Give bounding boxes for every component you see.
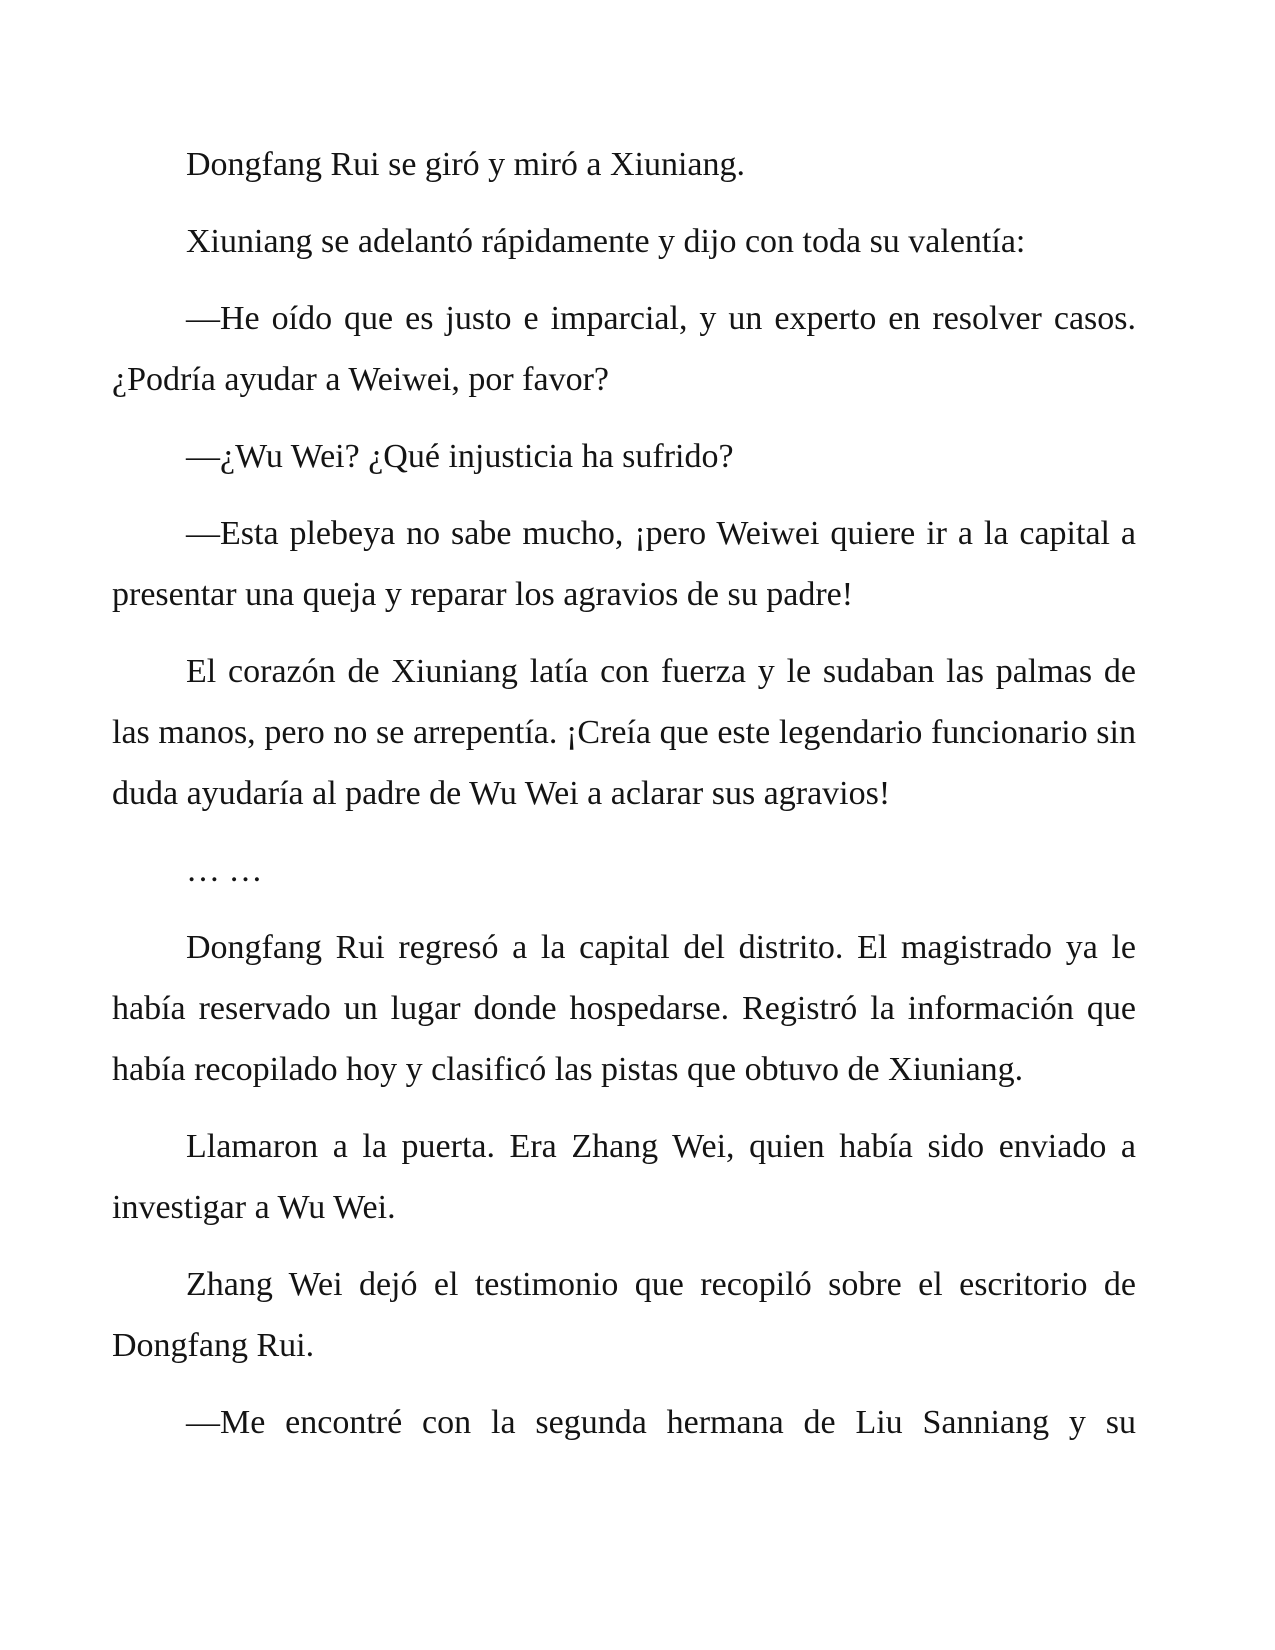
paragraph-6: El corazón de Xiuniang latía con fuerza y le sudaban las palmas de las manos, pero no se arrepentía. ¡Creía que este legendario funcionario sin duda ayudaría al padre de Wu Wei a aclarar sus agravios! — [112, 653, 1136, 812]
paragraph-5: —Esta plebeya no sabe mucho, ¡pero Weiwei quiere ir a la capital a presentar una queja y reparar los agravios de su padre! — [112, 515, 1136, 613]
paragraph-10: —Me encontré con la segunda hermana de Liu Sanniang y su — [186, 1404, 1136, 1441]
paragraph-3: —He oído que es justo e imparcial, y un experto en resolver casos. ¿Podría ayudar a Weiwei, por favor? — [112, 300, 1136, 398]
paragraph-7: Dongfang Rui regresó a la capital del distrito. El magistrado ya le había reservado un lugar donde hospedarse. Registró la información que había recopilado hoy y clasificó las pistas que obtuvo de Xiuniang. — [112, 929, 1136, 1088]
paragraph-8: Llamaron a la puerta. Era Zhang Wei, quien había sido enviado a investigar a Wu Wei. — [112, 1128, 1136, 1226]
paragraph-4: —¿Wu Wei? ¿Qué injusticia ha sufrido? — [186, 438, 734, 475]
paragraph-1: Dongfang Rui se giró y miró a Xiuniang. — [186, 146, 746, 183]
scene-break: … … — [186, 852, 263, 889]
paragraph-9: Zhang Wei dejó el testimonio que recopiló sobre el escritorio de Dongfang Rui. — [112, 1266, 1136, 1364]
paragraph-2: Xiuniang se adelantó rápidamente y dijo con toda su valentía: — [186, 223, 1026, 260]
document-body — [112, 134, 1136, 1469]
